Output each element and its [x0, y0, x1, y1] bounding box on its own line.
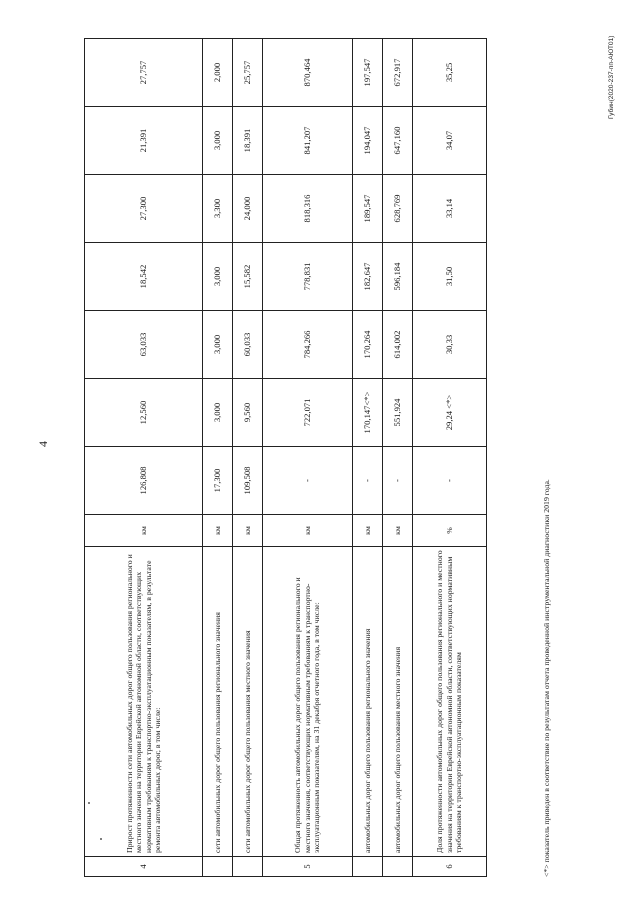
value-cell: 2,000 — [203, 39, 233, 107]
value-cell: - — [413, 447, 487, 515]
value-cell: 31,50 — [413, 243, 487, 311]
value-cell: 3,000 — [203, 107, 233, 175]
indicator-name: сети автомобильных дорог общего пользования местного значения — [233, 547, 263, 857]
scan-speck — [88, 802, 90, 804]
value-cell: 170,147<*> — [353, 379, 383, 447]
value-cell: 194,047 — [353, 107, 383, 175]
value-cell: 197,547 — [353, 39, 383, 107]
value-cell: 27,300 — [85, 175, 203, 243]
row-number: 5 — [263, 857, 353, 877]
value-cell: 672,917 — [383, 39, 413, 107]
value-cell: 27,757 — [85, 39, 203, 107]
row-number: 4 — [85, 857, 203, 877]
indicator-name: автомобильных дорог общего пользования регионального значения — [353, 547, 383, 857]
value-cell: 3,000 — [203, 243, 233, 311]
value-cell: 551,924 — [383, 379, 413, 447]
value-cell: 628,769 — [383, 175, 413, 243]
row-number — [353, 857, 383, 877]
table-row — [85, 39, 203, 877]
document-code: Губин(2020-237-пп-АЮТ01) — [608, 35, 615, 119]
value-cell: 3,000 — [203, 379, 233, 447]
value-cell: 170,264 — [353, 311, 383, 379]
indicator-name: Общая протяженность автомобильных дорог общего пользования регионального и местного значения, соответствующих нормативным требованиям к транспортно-эксплуатационным показателям, на 31 декабря отчетного года, в том числе: — [263, 547, 353, 857]
value-cell: 24,000 — [233, 175, 263, 243]
value-cell: 25,757 — [233, 39, 263, 107]
value-cell: 35,25 — [413, 39, 487, 107]
row-number — [383, 857, 413, 877]
value-cell: 841,207 — [263, 107, 353, 175]
value-cell: 818,316 — [263, 175, 353, 243]
unit-cell: км — [233, 515, 263, 547]
value-cell: 614,002 — [383, 311, 413, 379]
row-number — [233, 857, 263, 877]
indicator-name: Доля протяженности автомобильных дорог общего пользования регионального и местного значения на территории Еврейской автономной области, соответствующих нормативным требованиям к транспортно-эксплуатационным показателям — [413, 547, 487, 857]
scan-speck — [100, 838, 102, 840]
value-cell: 18,391 — [233, 107, 263, 175]
row-number — [203, 857, 233, 877]
value-cell: 126,808 — [85, 447, 203, 515]
table-row — [233, 39, 263, 877]
value-cell: 109,508 — [233, 447, 263, 515]
value-cell: - — [263, 447, 353, 515]
value-cell: 189,547 — [353, 175, 383, 243]
value-cell: 30,33 — [413, 311, 487, 379]
table-row — [383, 39, 413, 877]
value-cell: 3,300 — [203, 175, 233, 243]
indicator-name: сети автомобильных дорог общего пользования регионального значения — [203, 547, 233, 857]
unit-cell: км — [203, 515, 233, 547]
value-cell: 21,391 — [85, 107, 203, 175]
table-row — [263, 39, 353, 877]
unit-cell: км — [263, 515, 353, 547]
row-number: 6 — [413, 857, 487, 877]
unit-cell: км — [383, 515, 413, 547]
value-cell: - — [383, 447, 413, 515]
unit-cell: км — [353, 515, 383, 547]
value-cell: 33,14 — [413, 175, 487, 243]
value-cell: - — [353, 447, 383, 515]
value-cell: 647,160 — [383, 107, 413, 175]
table-row — [413, 39, 487, 877]
value-cell: 15,582 — [233, 243, 263, 311]
value-cell: 60,033 — [233, 311, 263, 379]
unit-cell: % — [413, 515, 487, 547]
value-cell: 34,07 — [413, 107, 487, 175]
value-cell: 63,033 — [85, 311, 203, 379]
value-cell: 596,184 — [383, 243, 413, 311]
value-cell: 18,542 — [85, 243, 203, 311]
unit-cell: км — [85, 515, 203, 547]
value-cell: 3,000 — [203, 311, 233, 379]
indicator-name: автомобильных дорог общего пользования местного значения — [383, 547, 413, 857]
value-cell: 778,831 — [263, 243, 353, 311]
value-cell: 182,647 — [353, 243, 383, 311]
value-cell: 17,300 — [203, 447, 233, 515]
value-cell: 29,24 <*> — [413, 379, 487, 447]
indicator-name: Прирост протяженности сети автомобильных дорог общего пользования регионального и местного значения на территории Еврейской автономной области, соответствующих нормативным требованиям к транспортно-эксплуатационным показателям, в результате ремонта автомобильных дорог, в том числе: — [85, 547, 203, 857]
footnote: <*> показатель приведен в соответствие по результатам отчета проведенной инструментальной диагностики 2019 года. — [542, 479, 551, 877]
indicators-table — [84, 38, 487, 877]
value-cell: 784,266 — [263, 311, 353, 379]
value-cell: 12,560 — [85, 379, 203, 447]
table-row — [353, 39, 383, 877]
table-row — [203, 39, 233, 877]
value-cell: 9,560 — [233, 379, 263, 447]
value-cell: 722,071 — [263, 379, 353, 447]
value-cell: 870,464 — [263, 39, 353, 107]
page-number: 4 — [36, 441, 50, 447]
